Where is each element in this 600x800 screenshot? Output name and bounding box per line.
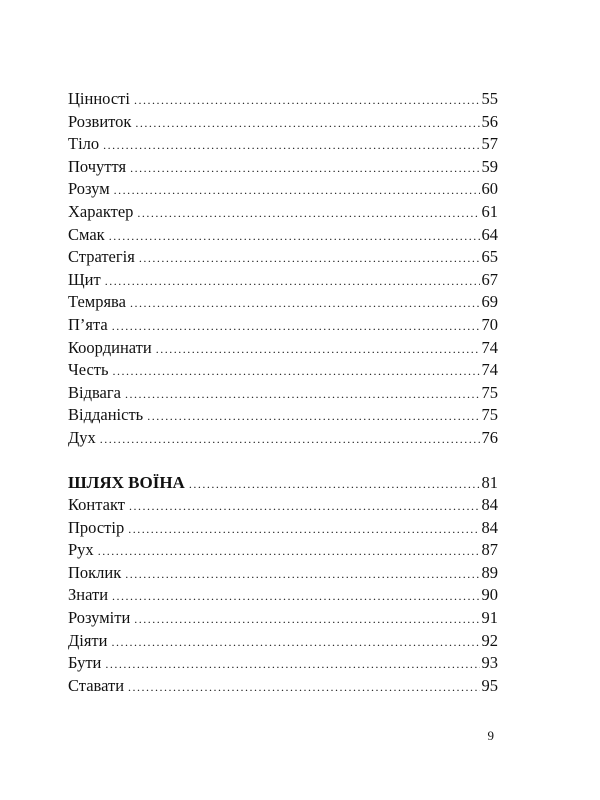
toc-entry-page: 74 bbox=[481, 337, 498, 357]
toc-entry-page: 65 bbox=[481, 247, 498, 267]
toc-entry-title: Знати bbox=[68, 585, 109, 605]
toc-entry-page: 55 bbox=[481, 89, 498, 108]
dot-leader bbox=[113, 360, 480, 383]
toc-entry bbox=[68, 630, 498, 653]
toc-entry-title: Честь bbox=[68, 360, 109, 380]
toc-entry-page: 87 bbox=[481, 540, 498, 560]
dot-leader bbox=[112, 585, 479, 608]
dot-leader bbox=[98, 540, 480, 563]
toc-entry-page: 90 bbox=[481, 585, 498, 605]
toc-entry-page: 75 bbox=[481, 405, 498, 425]
dot-leader bbox=[130, 157, 479, 180]
dot-leader bbox=[128, 676, 479, 699]
toc-entry-page: 84 bbox=[481, 517, 498, 537]
table-of-contents bbox=[68, 88, 498, 697]
toc-entry bbox=[68, 675, 498, 698]
toc-entry bbox=[68, 133, 498, 156]
toc-entry-title: Цінності bbox=[68, 89, 130, 108]
toc-entry bbox=[68, 156, 498, 179]
toc-entry bbox=[68, 382, 498, 405]
toc-entry-page: 69 bbox=[481, 292, 498, 312]
dot-leader bbox=[125, 383, 480, 406]
toc-group-2 bbox=[68, 494, 498, 697]
toc-entry-page: 60 bbox=[481, 179, 498, 199]
toc-entry bbox=[68, 427, 498, 450]
toc-entry-page: 95 bbox=[481, 675, 498, 695]
page-number: 9 bbox=[487, 728, 494, 743]
toc-entry bbox=[68, 494, 498, 517]
toc-entry bbox=[68, 224, 498, 247]
dot-leader bbox=[156, 338, 480, 361]
dot-leader bbox=[111, 631, 479, 654]
toc-entry-title: Характер bbox=[68, 201, 134, 221]
dot-leader bbox=[189, 473, 480, 496]
toc-entry-page: 92 bbox=[481, 630, 498, 650]
toc-entry bbox=[68, 269, 498, 292]
toc-entry-title: Простір bbox=[68, 517, 125, 537]
dot-leader bbox=[147, 405, 479, 428]
toc-entry-title: Розум bbox=[68, 179, 110, 199]
toc-entry-page: 64 bbox=[481, 224, 498, 244]
section-title: ШЛЯХ ВОЇНА bbox=[68, 472, 185, 492]
toc-entry-title: Відданість bbox=[68, 405, 144, 425]
toc-entry-page: 84 bbox=[481, 495, 498, 515]
toc-entry-title: Стратегія bbox=[68, 247, 135, 267]
toc-entry-page: 93 bbox=[481, 653, 498, 673]
section-page: 81 bbox=[481, 472, 498, 492]
dot-leader bbox=[114, 179, 480, 202]
toc-group-1 bbox=[68, 88, 498, 450]
toc-entry bbox=[68, 517, 498, 540]
dot-leader bbox=[139, 247, 480, 270]
toc-entry-title: Почуття bbox=[68, 156, 127, 176]
toc-entry-title: Щит bbox=[68, 269, 101, 289]
toc-entry bbox=[68, 291, 498, 314]
toc-entry-page: 67 bbox=[481, 269, 498, 289]
toc-entry bbox=[68, 314, 498, 337]
toc-entry-page: 61 bbox=[481, 201, 498, 221]
toc-entry-title: Тіло bbox=[68, 134, 100, 154]
toc-section-heading bbox=[68, 472, 498, 495]
dot-leader bbox=[103, 134, 479, 157]
section-gap bbox=[68, 450, 498, 472]
toc-entry-title: Діяти bbox=[68, 630, 108, 650]
toc-entry bbox=[68, 246, 498, 269]
toc-entry bbox=[68, 337, 498, 360]
toc-entry bbox=[68, 178, 498, 201]
toc-entry-page: 74 bbox=[481, 360, 498, 380]
toc-entry-title: Бути bbox=[68, 653, 102, 673]
toc-entry-page: 89 bbox=[481, 562, 498, 582]
toc-entry-title: Відвага bbox=[68, 382, 121, 402]
toc-entry bbox=[68, 111, 498, 134]
toc-entry bbox=[68, 607, 498, 630]
toc-entry bbox=[68, 404, 498, 427]
dot-leader bbox=[134, 89, 480, 112]
toc-entry-page: 56 bbox=[481, 111, 498, 131]
toc-entry bbox=[68, 539, 498, 562]
toc-entry-title: Рух bbox=[68, 540, 94, 560]
dot-leader bbox=[100, 428, 480, 451]
toc-entry-page: 91 bbox=[481, 608, 498, 628]
toc-entry-title: Координати bbox=[68, 337, 152, 357]
dot-leader bbox=[112, 315, 480, 338]
toc-entry-title: Ставати bbox=[68, 675, 125, 695]
toc-entry-title: Дух bbox=[68, 427, 96, 447]
toc-entry-title: Темрява bbox=[68, 292, 126, 312]
toc-entry bbox=[68, 359, 498, 382]
dot-leader bbox=[134, 608, 479, 631]
dot-leader bbox=[129, 495, 479, 518]
dot-leader bbox=[105, 653, 479, 676]
dot-leader bbox=[135, 112, 479, 135]
toc-entry-page: 57 bbox=[481, 134, 498, 154]
toc-entry-title: Контакт bbox=[68, 495, 126, 515]
toc-entry-page: 76 bbox=[481, 427, 498, 447]
dot-leader bbox=[128, 518, 479, 541]
toc-entry-page: 59 bbox=[481, 156, 498, 176]
toc-entry-page: 70 bbox=[481, 314, 498, 334]
dot-leader bbox=[130, 292, 480, 315]
dot-leader bbox=[137, 202, 479, 225]
toc-entry-title: Смак bbox=[68, 224, 105, 244]
dot-leader bbox=[109, 225, 480, 248]
dot-leader bbox=[105, 270, 480, 293]
toc-entry bbox=[68, 88, 498, 111]
toc-entry-title: Розвиток bbox=[68, 111, 132, 131]
toc-entry bbox=[68, 201, 498, 224]
toc-entry bbox=[68, 584, 498, 607]
toc-entry-title: Поклик bbox=[68, 562, 122, 582]
toc-entry-title: П’ята bbox=[68, 314, 108, 334]
toc-entry-page: 75 bbox=[481, 382, 498, 402]
dot-leader bbox=[125, 563, 479, 586]
toc-entry bbox=[68, 562, 498, 585]
toc-entry-title: Розуміти bbox=[68, 608, 131, 628]
toc-entry bbox=[68, 652, 498, 675]
